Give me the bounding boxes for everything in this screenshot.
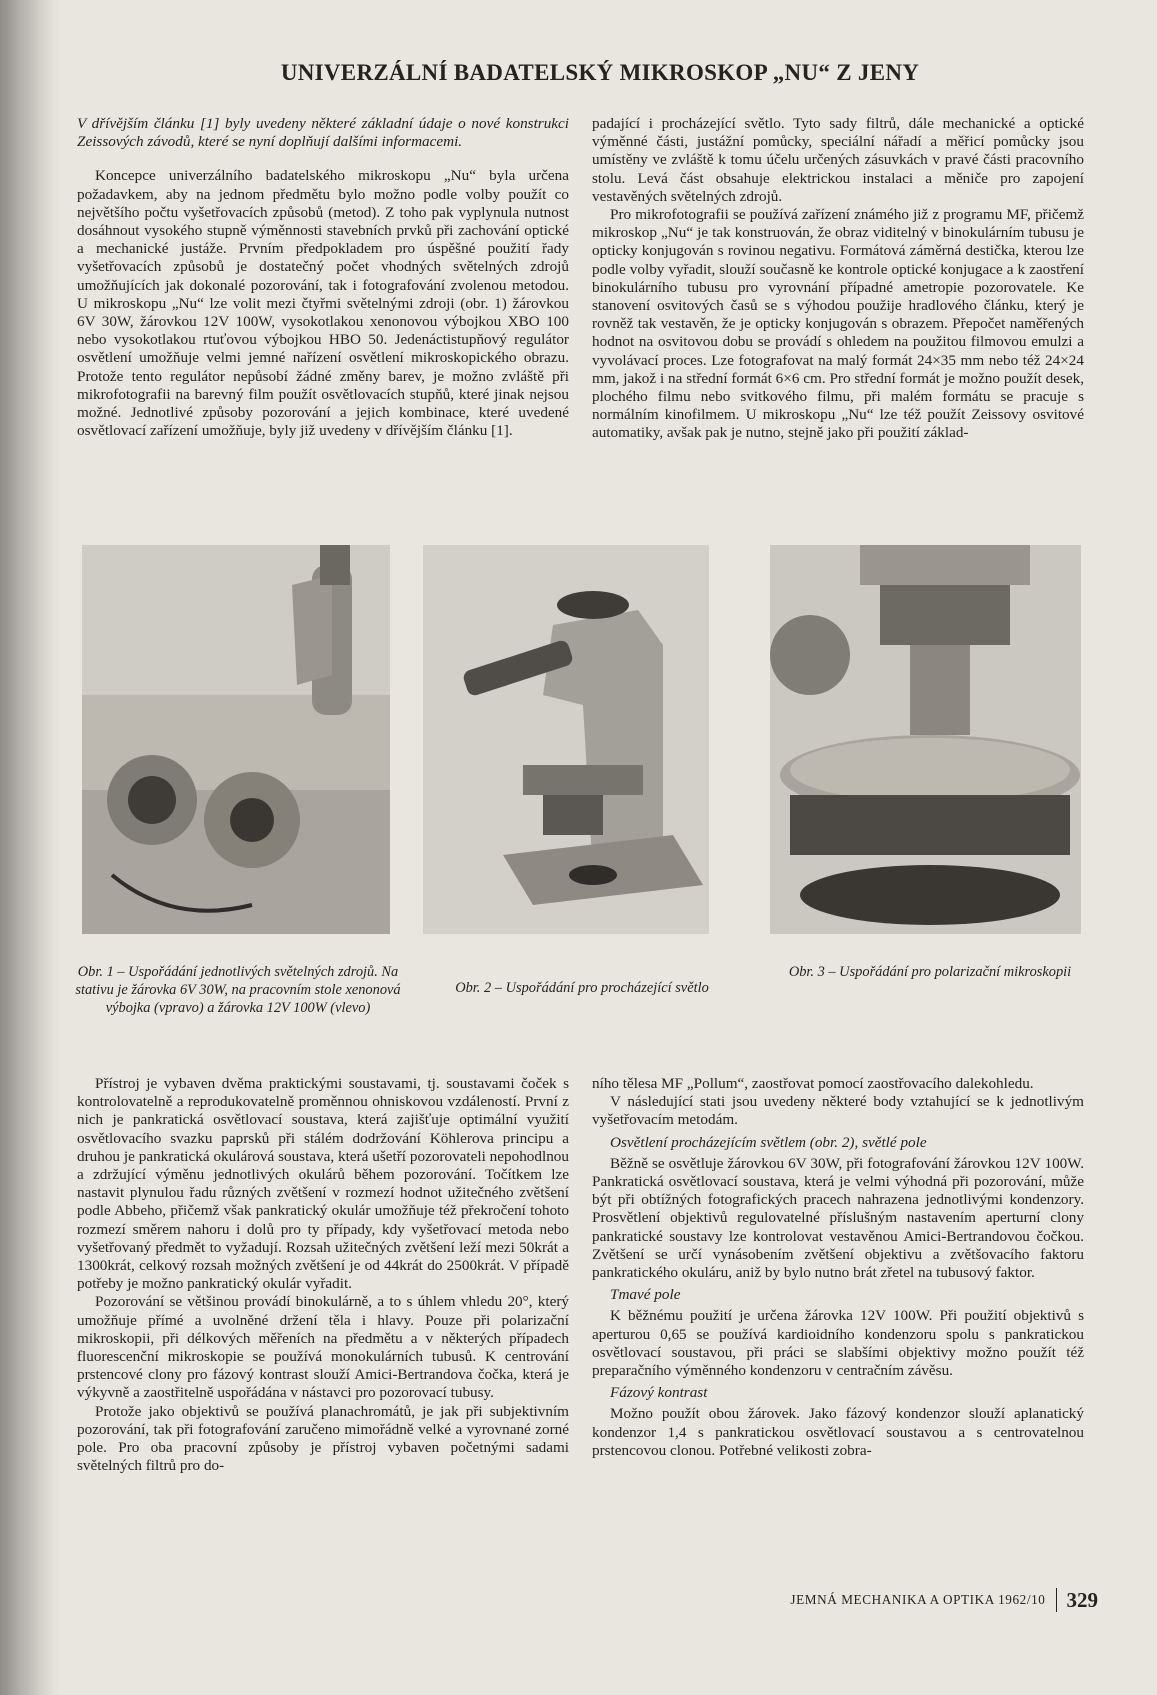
figure-2-photo <box>423 545 709 934</box>
section-heading: Tmavé pole <box>610 1286 681 1304</box>
body-paragraph: padající i procházející světlo. Tyto sady filtrů, dále mechanické a optické výměnné části, justážní pomůcky, speciální nářadí a měřicí pomůcky jsou umístěny ve zvláště k tomu účelu určených zásuvkách v pravé části pracovního stolu. Levá část obsahuje elektrickou instalaci a měniče pro zapojení vestavěných světelných zdrojů. <box>592 115 1084 205</box>
body-paragraph: Pozorování se většinou provádí binokulárně, a to s úhlem vhledu 20°, který umožňuje přímé a uvolněné držení těla i hlavy. Pouze při polarizační mikroskopii, při délkových měřeních na předmětu a v některých případech fluorescenční mikroskopie se používá monokulárních tubusů. K centrování prstencové clony pro fázový kontrast slouží Amici-Bertrandova čočka, která je výkyvně a zaostřitelně uspořádána v nástavci pro pozorovací tubusy. <box>77 1293 569 1402</box>
column-4 <box>592 1075 1084 1460</box>
section-heading: Osvětlení procházejícím světlem (obr. 2), světlé pole <box>610 1133 927 1151</box>
body-paragraph: Možno použít obou žárovek. Jako fázový kondenzor slouží aplanatický kondenzor 1,4 s pankratickou osvětlovací soustavou a s centrovatelnou prstencovou clonou. Potřebné velikosti zobra- <box>592 1405 1084 1459</box>
body-paragraph: V následující stati jsou uvedeny některé body vztahující se k jednotlivým vyšetřovacím metodám. <box>592 1093 1084 1129</box>
body-paragraph: Běžně se osvětluje žárovkou 6V 30W, při fotografování žárovkou 12V 100W. Pankratická osvětlovací soustava, která je velmi výhodná při pozorování, může být při obtížných fotografických pracech nahrazena jednotlivými kondenzory. Prosvětlení objektivů regulovatelné příslušným nastavením aperturní clony pankratické soustavy lze kontrolovat vestavěnou Amici-Bertrandovou čočkou. Zvětšení se určí vynásobením zvětšení objektivu a zvětšovacího faktoru pankratického okuláru, aniž by bylo nutno brát zřetel na tubusový faktor. <box>592 1154 1084 1282</box>
column-2 <box>592 115 1084 443</box>
page-footer <box>700 1587 1098 1613</box>
figure-2-caption: Obr. 2 – Uspořádání pro procházející světlo <box>455 980 709 996</box>
figure-3-photo <box>770 545 1081 934</box>
article-title: UNIVERZÁLNÍ BADATELSKÝ MIKROSKOP „NU“ Z JENY <box>280 60 920 85</box>
body-paragraph: K běžnému použití je určena žárovka 12V 100W. Při použití objektivů s aperturou 0,65 se používá kardioidního kondenzoru spolu s pankratickou osvětlovací soustavou, při práci se slabšími objektivy možno použít též preparačního výměnného kondenzoru v centračním závěsu. <box>592 1307 1084 1380</box>
figure-3-caption: Obr. 3 – Uspořádání pro polarizační mikroskopii <box>788 964 1072 980</box>
footer-divider <box>1056 1588 1057 1612</box>
column-1 <box>77 115 569 440</box>
page-number: 329 <box>1066 1587 1098 1612</box>
column-3 <box>77 1075 569 1475</box>
body-paragraph: Koncepce univerzálního badatelského mikroskopu „Nu“ byla určena požadavkem, aby na jednom předmětu bylo možno podle volby použít co největšího počtu vyšetřovacích způsobů (metod). Z toho pak vyplynula nutnost dosáhnout vysokého stupně výměnnosti stavebních prvků při zachování optické a mechanické justáže. Prvním předpokladem pro úspěšné použití řady vyšetřovacích způsobů je dostatečný počet vhodných světelných zdrojů umožňujících jak dokonalé pozorování, tak i fotografování zvolenou metodou. U mikroskopu „Nu“ lze volit mezi čtyřmi světelnými zdroji (obr. 1) žárovkou 6V 30W, žárovkou 12V 100W, vysokotlakou xenonovou výbojkou XBO 100 nebo vysokotlakou rtuťovou výbojkou HBO 50. Jedenáctistupňový regulátor osvětlení umožňuje velmi jemné nařízení osvětlení mikroskopického obrazu. Protože tento regulátor nepůsobí žádné změny barev, je možno zvláště při mikrofotografii na barevný film použít osvětlovacích stupňů, které jinak nejsou možné. Jednotlivé způsoby pozorování a jejich kombinace, které uvedené osvětlovací zařízení umožňuje, byly již uvedeny v dřívějším článku [1]. <box>77 167 569 440</box>
intro-paragraph: V dřívějším článku [1] byly uvedeny některé základní údaje o nové konstrukci Zeissových závodů, které se nyní doplňují dalšími informacemi. <box>77 115 569 151</box>
body-paragraph: Pro mikrofotografii se používá zařízení známého již z programu MF, přičemž mikroskop „Nu“ je tak konstruován, že obraz viditelný v binokulárním tubusu je opticky konjugován s rovinou negativu. Formátová záměrná destička, kterou lze podle volby vyřadit, slouží současně ke kontrole optické konjugace a k zaostření binokulárního tubusu pro vyrovnání případné ametropie pozorovatele. Ke stanovení osvitových časů se s výhodou použije hradlového článku, který je rovněž tak vestavěn, že je opticky konjugován s obrazem. Přepočet naměřených hodnot na osvitovou dobu se provádí s ohledem na použitou filmovou emulzi a vyvolávací proces. Lze fotografovat na malý formát 24×35 mm nebo též 24×24 mm, jakož i na střední formát 6×6 cm. Pro střední formát je možno použít desek, plochého filmu nebo svitkového filmu, při malém formátu se pracuje s normálním kinofilmem. U mikroskopu „Nu“ lze též použít Zeissovy osvitové automatiky, avšak pak je nutno, stejně jako při použití základ- <box>592 206 1084 442</box>
figure-1-caption: Obr. 1 – Uspořádání jednotlivých světelných zdrojů. Na stativu je žárovka 6V 30W, na pracovním stole xenonová výbojka (vpravo) a žárovka 12V 100W (vlevo) <box>75 964 401 1016</box>
section-heading: Fázový kontrast <box>610 1384 708 1402</box>
body-paragraph: ního tělesa MF „Pollum“, zaostřovat pomocí zaostřovacího dalekohledu. <box>592 1075 1034 1092</box>
body-paragraph: Přístroj je vybaven dvěma praktickými soustavami, tj. soustavami čoček s kontrolovatelně a reprodukovatelně proměnnou ohniskovou vzdáleností. První z nich je pankratická osvětlovací soustava, která zajišťuje optimální využití osvětlovacího svazku paprsků při stálém dodržování Köhlerova principu a druhou je pankratická okulárová soustava, která ušetří pozorovateli nepohodlnou a zdržující výměnu jednotlivých okulárů během pozorování. Točítkem lze nastavit plynulou řadu různých zvětšení v rozmezí hodnot užitečného zvětšení podle Abbeho, přičemž však pankratický okulár umožňuje též překročení tohoto rozmezí směrem nahoru i dolů pro ty případy, kdy vyšetřovací metoda nebo vyšetřovaný předmět to vyžadují. Rozsah užitečných zvětšení leží mezi 50krát a 1300krát, celkový rozsah možných zvětšení je od 44krát do 2500krát. V případě potřeby je možno pankratický okulár vyřadit. <box>77 1075 569 1293</box>
figure-1-photo <box>82 545 390 934</box>
journal-name: JEMNÁ MECHANIKA A OPTIKA 1962/10 <box>790 1592 1046 1607</box>
body-paragraph: Protože jako objektivů se používá planachromátů, je jak při subjektivním pozorování, tak při fotografování zaručeno mimořádně velké a vyrovnané zorné pole. Pro oba pracovní způsoby je přístroj vybaven početnými sadami světelných filtrů pro do- <box>77 1402 569 1475</box>
